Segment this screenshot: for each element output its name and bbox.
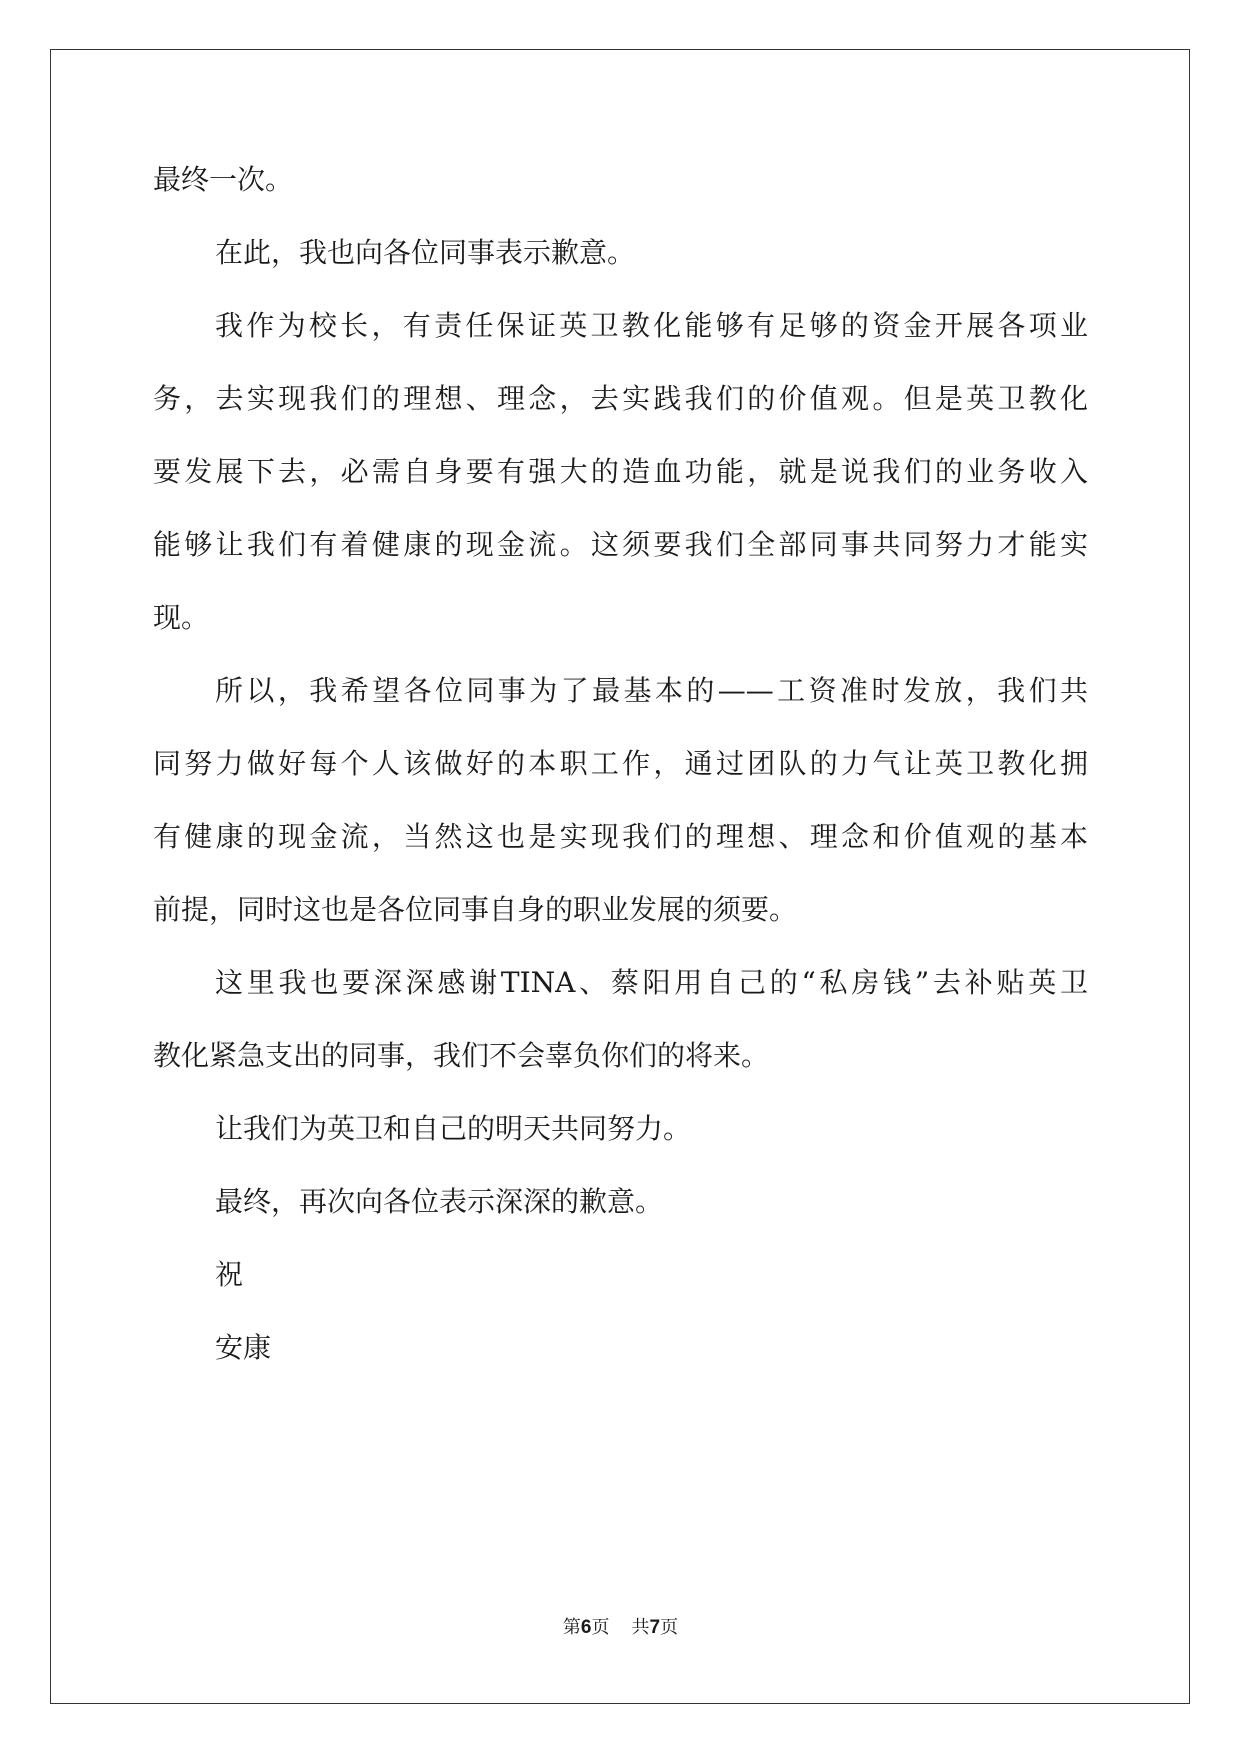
text-line: 前提，同时这也是各位同事自身的职业发展的须要。 [153, 893, 798, 926]
text-line: 最终，再次向各位表示深深的歉意。 [215, 1185, 664, 1218]
closing-wish: 安康 [215, 1331, 272, 1364]
text-line: 所以，我希望各位同事为了最基本的——工资准时发放，我们共 [215, 674, 1088, 707]
text-line: 我作为校长，有责任保证英卫教化能够有足够的资金开展各项业 [215, 309, 1088, 342]
text-line: 有健康的现金流，当然这也是实现我们的理想、理念和价值观的基本 [153, 820, 1088, 853]
text-line: 在此，我也向各位同事表示歉意。 [215, 236, 636, 269]
text-line: 最终一次。 [153, 163, 294, 196]
text-line: 务，去实现我们的理想、理念，去实践我们的价值观。但是英卫教化 [153, 382, 1088, 415]
text-line: 现。 [153, 601, 210, 634]
text-line: 要发展下去，必需自身要有强大的造血功能，就是说我们的业务收入 [153, 455, 1088, 488]
text-line: 能够让我们有着健康的现金流。这须要我们全部同事共同努力才能实 [153, 528, 1088, 561]
text-line: 同努力做好每个人该做好的本职工作，通过团队的力气让英卫教化拥 [153, 747, 1088, 780]
total-pages-suffix: 页 [660, 1617, 679, 1638]
total-pages-prefix: 共 [631, 1617, 650, 1638]
closing-salutation: 祝 [215, 1258, 244, 1291]
text-line: 让我们为英卫和自己的明天共同努力。 [215, 1112, 692, 1145]
total-pages-number: 7 [649, 1617, 661, 1638]
page-footer [0, 1616, 1241, 1640]
text-line: 这里我也要深深感谢TINA、蔡阳用自己的“私房钱”去补贴英卫 [215, 966, 1088, 999]
text-line: 教化紧急支出的同事，我们不会辜负你们的将来。 [153, 1039, 770, 1072]
current-page-number: 6 [580, 1617, 592, 1638]
page-number-suffix: 页 [591, 1617, 610, 1638]
page-number-prefix: 第 [562, 1617, 581, 1638]
page-border [50, 49, 1190, 1704]
